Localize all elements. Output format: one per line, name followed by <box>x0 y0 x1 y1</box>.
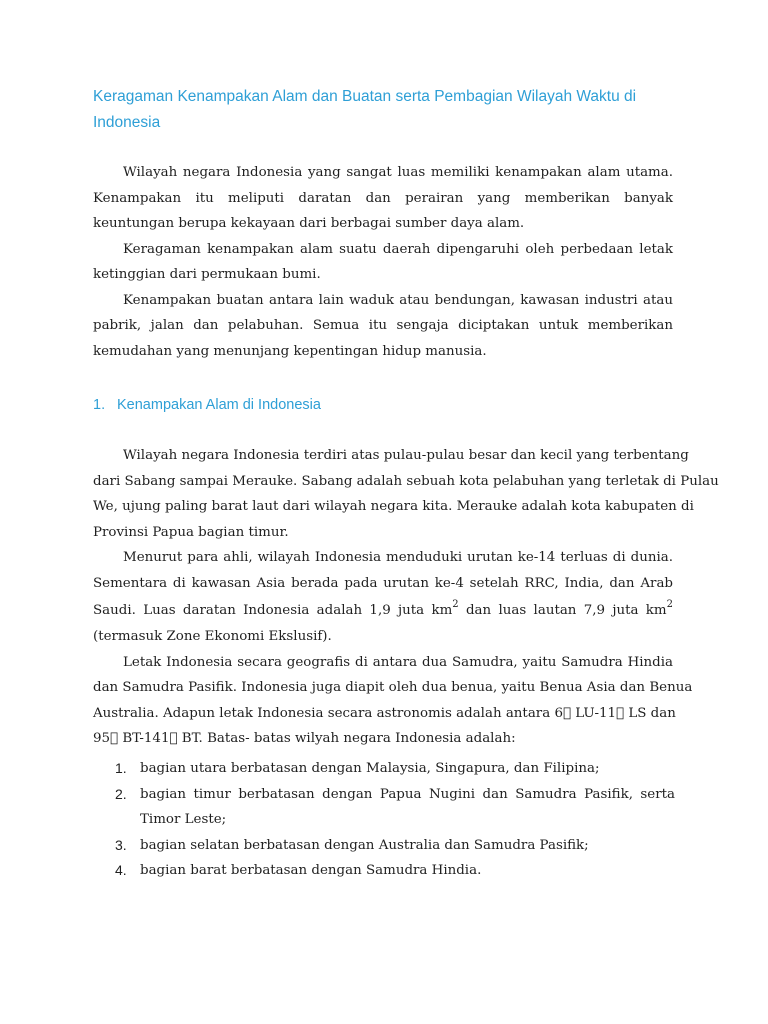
s1-p3-line: 95⃞ BT-141⃞ BT. Batas- batas wilyah negara Indonesia adalah: <box>93 731 516 746</box>
intro-p1-line: Kenampakan itu meliputi daratan dan perairan yang memberikan banyak <box>93 190 673 206</box>
title-line-1: Keragaman Kenampakan Alam dan Buatan serta Pembagian Wilayah Waktu di <box>93 88 637 105</box>
intro-p2-line: ketinggian dari permukaan bumi. <box>93 267 321 282</box>
s1-p3-line: Australia. Adapun letak Indonesia secara astronomis adalah antara 6⃞ LU-11⃞ LS dan <box>93 705 676 721</box>
intro-p1-line: Wilayah negara Indonesia yang sangat luas memiliki kenampakan alam utama. <box>123 165 673 180</box>
land-area-text: Saudi. Luas daratan Indonesia adalah 1,9 juta km <box>93 603 453 618</box>
s1-p3-line: Letak Indonesia secara geografis di antara dua Samudra, yaitu Samudra Hindia <box>123 654 673 670</box>
list-number: 2. <box>115 785 127 802</box>
section-1-paragraphs <box>93 443 719 752</box>
border-list <box>115 756 675 884</box>
section-title: Kenampakan Alam di Indonesia <box>117 397 321 413</box>
list-item <box>115 858 675 884</box>
s1-p1-line: We, ujung paling barat laut dari wilayah negara kita. Merauke adalah kota kabupaten di <box>93 499 694 514</box>
list-number: 4. <box>115 862 127 878</box>
list-item <box>115 833 675 859</box>
s1-p1-line: dari Sabang sampai Merauke. Sabang adalah sebuah kota pelabuhan yang terletak di Pulau <box>93 473 719 489</box>
list-item <box>115 756 675 782</box>
intro-p3-line: kemudahan yang menunjang kepentingan hidup manusia. <box>93 343 487 359</box>
section-number: 1. <box>93 397 106 413</box>
sea-area-text: dan luas lautan 7,9 juta km <box>458 603 667 618</box>
list-item <box>115 782 675 833</box>
list-number: 1. <box>115 760 127 776</box>
intro-p3-line: Kenampakan buatan antara lain waduk atau bendungan, kawasan industri atau <box>123 292 673 308</box>
list-item-line: Timor Leste; <box>140 812 227 827</box>
s1-p1-line: Provinsi Papua bagian timur. <box>93 524 289 540</box>
s1-p1-line: Wilayah negara Indonesia terdiri atas pulau-pulau besar dan kecil yang terbentang <box>123 448 689 463</box>
list-item-line: bagian selatan berbatasan dengan Australia dan Samudra Pasifik; <box>140 837 589 853</box>
list-item-line: bagian timur berbatasan dengan Papua Nugini dan Samudra Pasifik, serta <box>140 786 675 802</box>
intro-p1-line: keuntungan berupa kekayaan dari berbagai sumber daya alam. <box>93 216 525 231</box>
title-line-2: Indonesia <box>93 114 161 131</box>
list-item-line: bagian utara berbatasan dengan Malaysia, Singapura, dan Filipina; <box>140 761 600 776</box>
intro-paragraphs <box>93 160 673 364</box>
list-number: 3. <box>115 836 127 853</box>
list-item-line: bagian barat berbatasan dengan Samudra Hindia. <box>140 863 482 878</box>
s1-p2-line-area <box>93 596 673 624</box>
s1-p2-line: Sementara di kawasan Asia berada pada urutan ke-4 setelah RRC, India, dan Arab <box>93 575 673 591</box>
intro-p3-line: pabrik, jalan dan pelabuhan. Semua itu sengaja diciptakan untuk memberikan <box>93 318 673 333</box>
s1-p2-line: (termasuk Zone Ekonomi Ekslusif). <box>93 629 332 644</box>
superscript-2: 2 <box>666 599 673 610</box>
s1-p3-line: dan Samudra Pasifik. Indonesia juga diapit oleh dua benua, yaitu Benua Asia dan Benua <box>93 680 693 695</box>
document-title <box>93 84 683 136</box>
superscript-2: 2 <box>452 599 459 610</box>
section-heading <box>93 393 321 417</box>
s1-p2-line: Menurut para ahli, wilayah Indonesia menduduki urutan ke-14 terluas di dunia. <box>123 550 673 565</box>
intro-p2-line: Keragaman kenampakan alam suatu daerah dipengaruhi oleh perbedaan letak <box>123 241 673 257</box>
